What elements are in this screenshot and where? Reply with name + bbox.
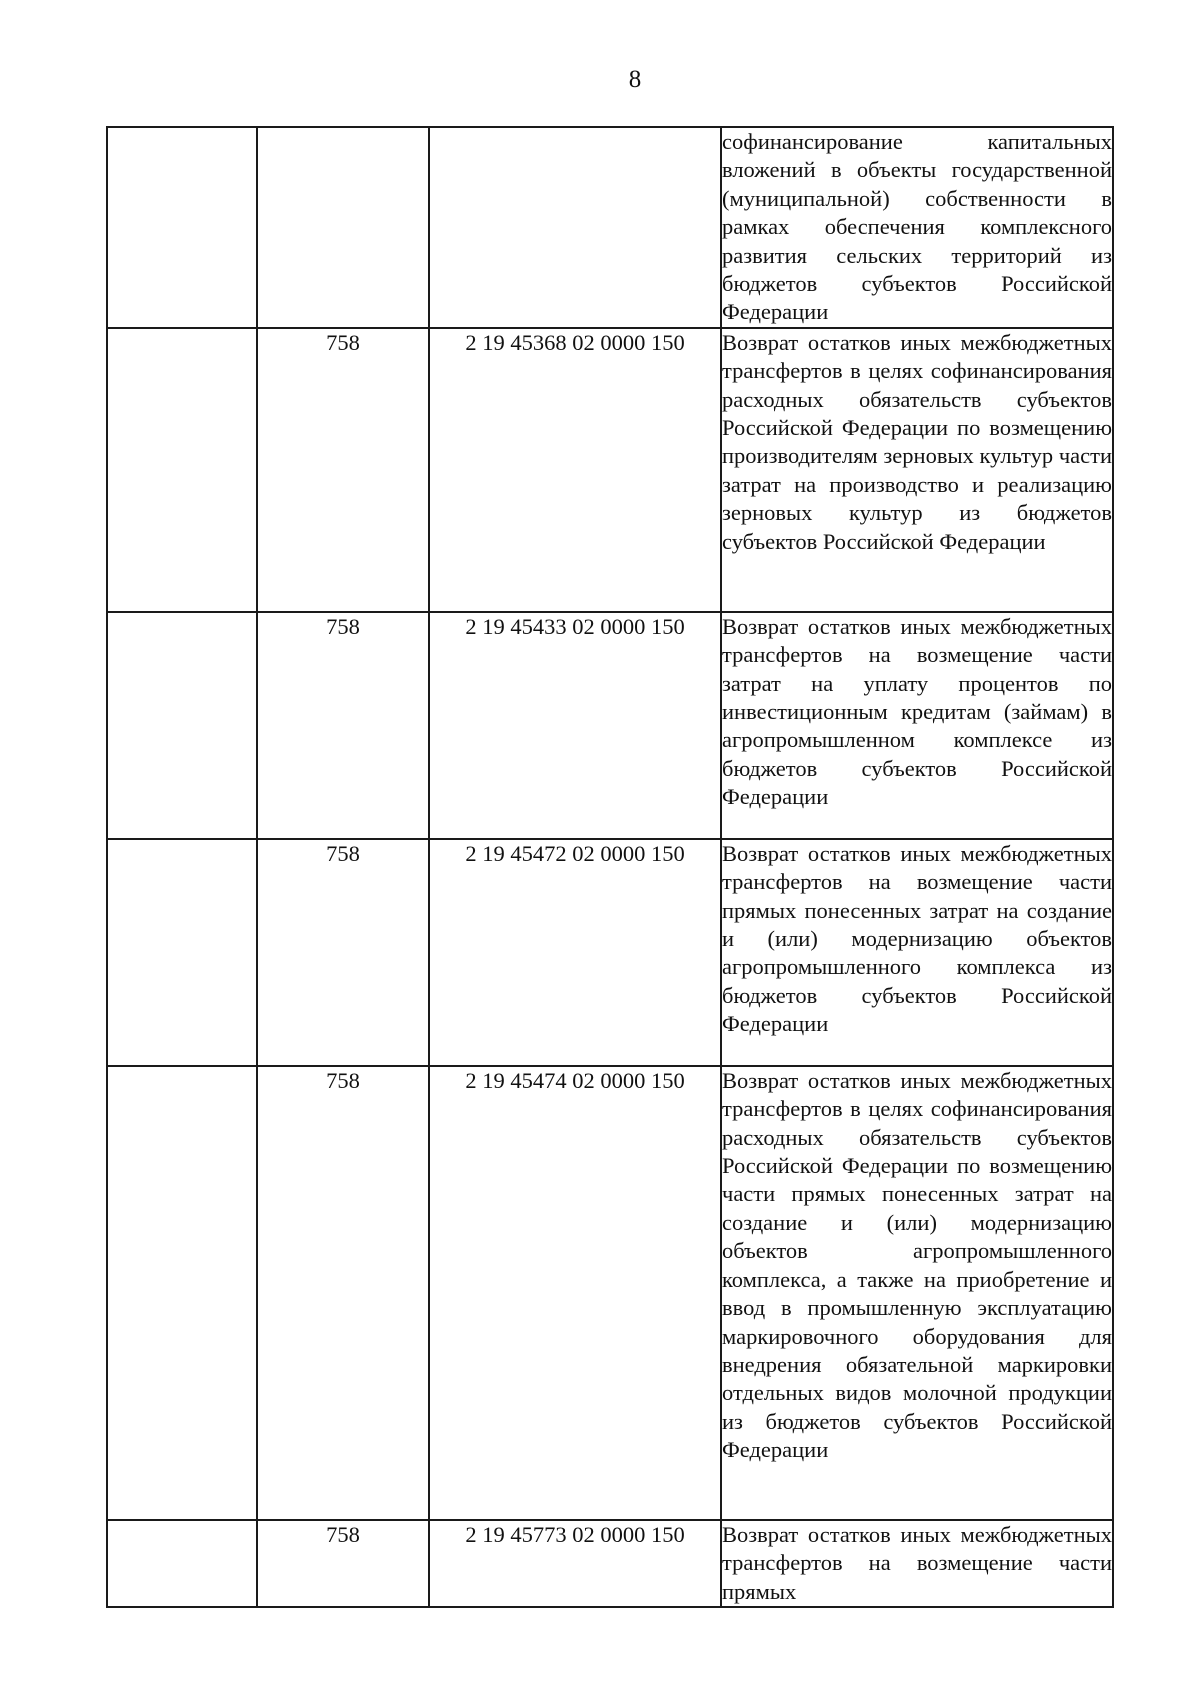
table-row — [107, 839, 1113, 1066]
description-text: Возврат остатков иных межбюджетных трансфертов на возмещение части прямых понесенных затрат на создание и (или) модернизацию объектов агропромышленного комплекса из бюджетов субъектов Российской Федерации — [722, 840, 1112, 1037]
table-row — [107, 127, 1113, 328]
budget-code-cell: 2 19 45472 02 0000 150 — [429, 839, 721, 1066]
description-text: Возврат остатков иных межбюджетных трансфертов на возмещение части затрат на уплату процентов по инвестиционным кредитам (займам) в агропромышленном комплексе из бюджетов субъектов Российской Федерации — [722, 613, 1112, 810]
admin-code-cell: 758 — [257, 1520, 429, 1607]
budget-code-cell: 2 19 45773 02 0000 150 — [429, 1520, 721, 1607]
budget-code-cell: 2 19 45368 02 0000 150 — [429, 328, 721, 612]
blank-cell — [107, 1520, 257, 1607]
budget-code-cell: 2 19 45433 02 0000 150 — [429, 612, 721, 839]
description-text: Возврат остатков иных межбюджетных трансфертов на возмещение части прямых — [722, 1521, 1112, 1604]
page-number: 8 — [628, 66, 642, 93]
admin-code-cell: 758 — [257, 839, 429, 1066]
admin-code-cell — [257, 127, 429, 328]
blank-cell — [107, 612, 257, 839]
description-cell — [721, 1066, 1113, 1520]
blank-cell — [107, 839, 257, 1066]
table-row — [107, 1066, 1113, 1520]
table-row — [107, 612, 1113, 839]
description-cell — [721, 612, 1113, 839]
description-cell — [721, 328, 1113, 612]
admin-code-cell: 758 — [257, 1066, 429, 1520]
description-text: софинансирование капитальных вложений в объекты государственной (муниципальной) собственности в рамках обеспечения комплексного развития сельских территорий из бюджетов субъектов Российской Федерации — [722, 129, 1112, 325]
description-cell — [721, 127, 1113, 328]
description-text: Возврат остатков иных межбюджетных трансфертов в целях софинансирования расходных обязательств субъектов Российской Федерации по возмещению части прямых понесенных затрат на создание и (или) модернизацию объектов агропромышленного комплекса, а также на приобретение и ввод в промышленную эксплуатацию маркировочного оборудования для внедрения обязательной маркировки отдельных видов молочной продукции из бюджетов субъектов Российской Федерации — [722, 1067, 1112, 1463]
admin-code-cell: 758 — [257, 612, 429, 839]
table-row — [107, 1520, 1113, 1607]
budget-code-cell — [429, 127, 721, 328]
description-cell — [721, 1520, 1113, 1607]
budget-code-cell: 2 19 45474 02 0000 150 — [429, 1066, 721, 1520]
description-cell — [721, 839, 1113, 1066]
table-row — [107, 328, 1113, 612]
blank-cell — [107, 127, 257, 328]
blank-cell — [107, 1066, 257, 1520]
budget-classification-table — [106, 126, 1114, 1608]
admin-code-cell: 758 — [257, 328, 429, 612]
blank-cell — [107, 328, 257, 612]
description-text: Возврат остатков иных межбюджетных трансфертов в целях софинансирования расходных обязательств субъектов Российской Федерации по возмещению производителям зерновых культур части затрат на производство и реализацию зерновых культур из бюджетов субъектов Российской Федерации — [722, 329, 1112, 554]
